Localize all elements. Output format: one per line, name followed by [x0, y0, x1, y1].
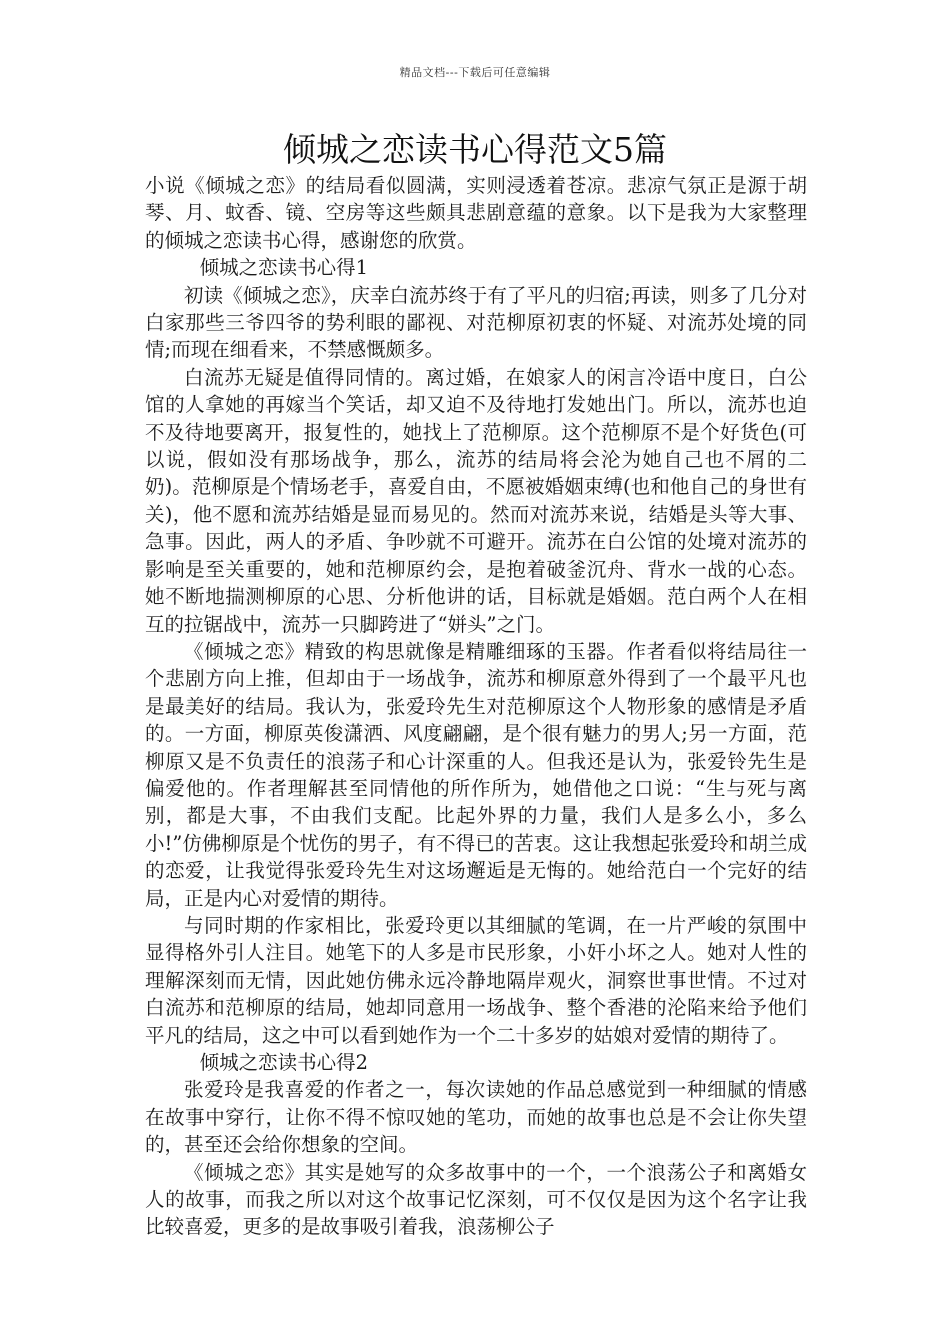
document-body — [145, 172, 807, 1241]
page-header: 精品文档---下载后可任意编辑 — [399, 66, 551, 79]
section-heading: 倾城之恋读书心得1 — [199, 256, 369, 280]
section-heading: 倾城之恋读书心得2 — [199, 1051, 369, 1074]
body-paragraph: 白流苏无疑是值得同情的。离过婚，在娘家人的闲言冷语中度日，白公馆的人拿她的再嫁当个笑话，却又迫不及待地打发她出门。所以，流苏也迫不及待地要离开，报复性的，她找上了范柳原。这个范柳原不是个好货色(可以说，假如没有那场战争，那么，流苏的结局将会沦为她自己也不屑的二奶)。范柳原是个情场老手，喜爱自由，不愿被婚姻束缚(也和他自己的身世有关)，他不愿和流苏结婚是显而易见的。然而对流苏来说，结婚是头等大事、急事。因此，两人的矛盾、争吵就不可避开。流苏在白公馆的处境对流苏的影响是至关重要的，她和范柳原约会，是抱着破釜沉舟、背水一战的心态。她不断地揣测柳原的心思、分析他讲的话，目标就是婚姻。范白两个人在相互的拉锯战中，流苏一只脚跨进了“姘头”之门。 — [145, 365, 807, 636]
body-paragraph: 《倾城之恋》精致的构思就像是精雕细琢的玉器。作者看似将结局往一个悲剧方向上推，但却由于一场战争，流苏和柳原意外得到了一个最平凡也是最美好的结局。我认为，张爱玲先生对范柳原这个人物形象的感情是矛盾的。一方面，柳原英俊潇洒、风度翩翩，是个很有魅力的男人;另一方面，范柳原又是不负责任的浪荡子和心计深重的人。但我还是认为，张爱铃先生是偏爱他的。作者理解甚至同情他的所作所为，她借他之口说：“生与死与离别，都是大事，不由我们支配。比起外界的力量，我们人是多么小，多么小!”仿佛柳原是个忧伤的男子，有不得已的苦衷。这让我想起张爱玲和胡兰成的恋爱，让我觉得张爱玲先生对这场邂逅是无悔的。她给范白一个完好的结局，正是内心对爱情的期待。 — [145, 639, 807, 910]
body-paragraph: 与同时期的作家相比，张爱玲更以其细腻的笔调，在一片严峻的氛围中显得格外引人注目。她笔下的人多是市民形象，小奸小坏之人。她对人性的理解深刻而无情，因此她仿佛永远冷静地隔岸观火，洞察世事世情。不过对白流苏和范柳原的结局，她却同意用一场战争、整个香港的沦陷来给予他们平凡的结局，这之中可以看到她作为一个二十多岁的姑娘对爱情的期待了。 — [145, 913, 807, 1047]
document-title: 倾城之恋读书心得范文5篇 — [283, 130, 667, 169]
body-paragraph: 《倾城之恋》其实是她写的众多故事中的一个，一个浪荡公子和离婚女人的故事，而我之所以对这个故事记忆深刻，可不仅仅是因为这个名字让我比较喜爱，更多的是故事吸引着我，浪荡柳公子 — [145, 1160, 807, 1239]
intro-paragraph: 小说《倾城之恋》的结局看似圆满，实则浸透着苍凉。悲凉气氛正是源于胡琴、月、蚊香、镜、空房等这些颇具悲剧意蕴的意象。以下是我为大家整理的倾城之恋读书心得，感谢您的欣赏。 — [145, 174, 807, 252]
body-paragraph: 张爱玲是我喜爱的作者之一，每次读她的作品总感觉到一种细腻的情感在故事中穿行，让你不得不惊叹她的笔功，而她的故事也总是不会让你失望的，甚至还会给你想象的空间。 — [145, 1078, 807, 1157]
body-paragraph: 初读《倾城之恋》，庆幸白流苏终于有了平凡的归宿;再读，则多了几分对白家那些三爷四爷的势利眼的鄙视、对范柳原初衷的怀疑、对流苏处境的同情;而现在细看来，不禁感慨颇多。 — [145, 283, 807, 362]
